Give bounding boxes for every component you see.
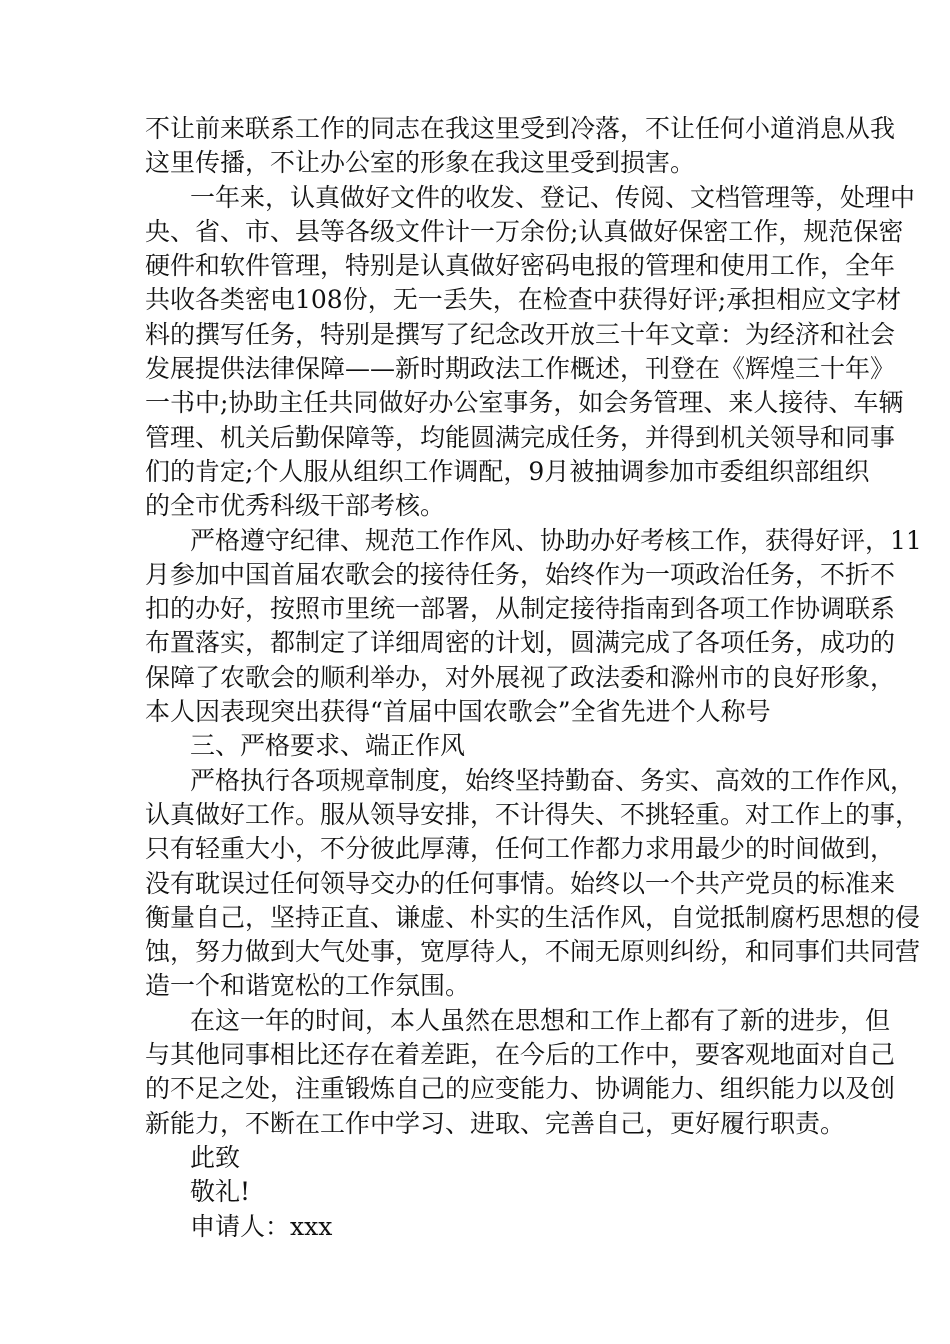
text-line: 央、省、市、县等各级文件计一万余份;认真做好保密工作，规范保密 <box>145 216 904 246</box>
text-line: 一年来，认真做好文件的收发、登记、传阅、文档管理等，处理中 <box>190 182 916 212</box>
text-line: 认真做好工作。服从领导安排，不计得失、不挑轻重。对工作上的事， <box>145 799 921 829</box>
text-line: 蚀，努力做到大气处事，宽厚待人，不闹无原则纠纷，和同事们共同营 <box>145 937 921 967</box>
text-line: 严格遵守纪律、规范工作作风、协助办好考核工作，获得好评，11 <box>190 525 922 555</box>
text-line: 布置落实，都制定了详细周密的计划，圆满完成了各项任务，成功的 <box>145 628 896 658</box>
text-line: 在这一年的时间，本人虽然在思想和工作上都有了新的进步，但 <box>190 1005 891 1035</box>
text-line: 管理、机关后勤保障等，均能圆满完成任务，并得到机关领导和同事 <box>145 422 896 452</box>
text-line: 共收各类密电108份，无一丢失，在检查中获得好评;承担相应文字材 <box>145 285 902 315</box>
text-line: 造一个和谐宽松的工作氛围。 <box>145 971 471 1001</box>
text-line: 与其他同事相比还存在着差距，在今后的工作中，要客观地面对自己 <box>145 1040 896 1070</box>
text-line: 这里传播，不让办公室的形象在我这里受到损害。 <box>145 148 696 178</box>
closing-regards: 敬礼! <box>190 1177 251 1207</box>
closing-salutation: 此致 <box>190 1142 241 1172</box>
text-line: 只有轻重大小，不分彼此厚薄，任何工作都力求用最少的时间做到， <box>145 834 896 864</box>
text-line: 月参加中国首届农歌会的接待任务，始终作为一项政治任务，不折不 <box>145 559 896 589</box>
text-line: 新能力，不断在工作中学习、进取、完善自己，更好履行职责。 <box>145 1108 846 1138</box>
text-line: 严格执行各项规章制度，始终坚持勤奋、务实、高效的工作作风， <box>190 765 916 795</box>
section-heading: 三、严格要求、端正作风 <box>190 731 466 761</box>
applicant-signature: 申请人：xxx <box>190 1211 333 1241</box>
text-line: 硬件和软件管理，特别是认真做好密码电报的管理和使用工作，全年 <box>145 251 896 281</box>
text-line: 的不足之处，注重锻炼自己的应变能力、协调能力、组织能力以及创 <box>145 1074 896 1104</box>
text-line: 扣的办好，按照市里统一部署，从制定接待指南到各项工作协调联系 <box>145 594 896 624</box>
text-line: 保障了农歌会的顺利举办，对外展视了政法委和滁州市的良好形象， <box>145 662 896 692</box>
text-line: 发展提供法律保障——新时期政法工作概述，刊登在《辉煌三十年》 <box>145 354 896 384</box>
text-line: 没有耽误过任何领导交办的任何事情。始终以一个共产党员的标准来 <box>145 868 896 898</box>
text-line: 不让前来联系工作的同志在我这里受到冷落，不让任何小道消息从我 <box>145 114 896 143</box>
text-line: 们的肯定;个人服从组织工作调配，9月被抽调参加市委组织部组织 <box>145 456 870 486</box>
text-line: 本人因表现突出获得“首届中国农歌会”全省先进个人称号 <box>145 697 771 727</box>
text-line: 料的撰写任务，特别是撰写了纪念改开放三十年文章：为经济和社会 <box>145 319 896 349</box>
text-line: 的全市优秀科级干部考核。 <box>145 491 446 521</box>
text-line: 一书中;协助主任共同做好办公室事务，如会务管理、来人接待、车辆 <box>145 388 904 418</box>
text-line: 衡量自己，坚持正直、谦虚、朴实的生活作风，自觉抵制腐朽思想的侵 <box>145 902 921 932</box>
document-body <box>145 112 922 1244</box>
